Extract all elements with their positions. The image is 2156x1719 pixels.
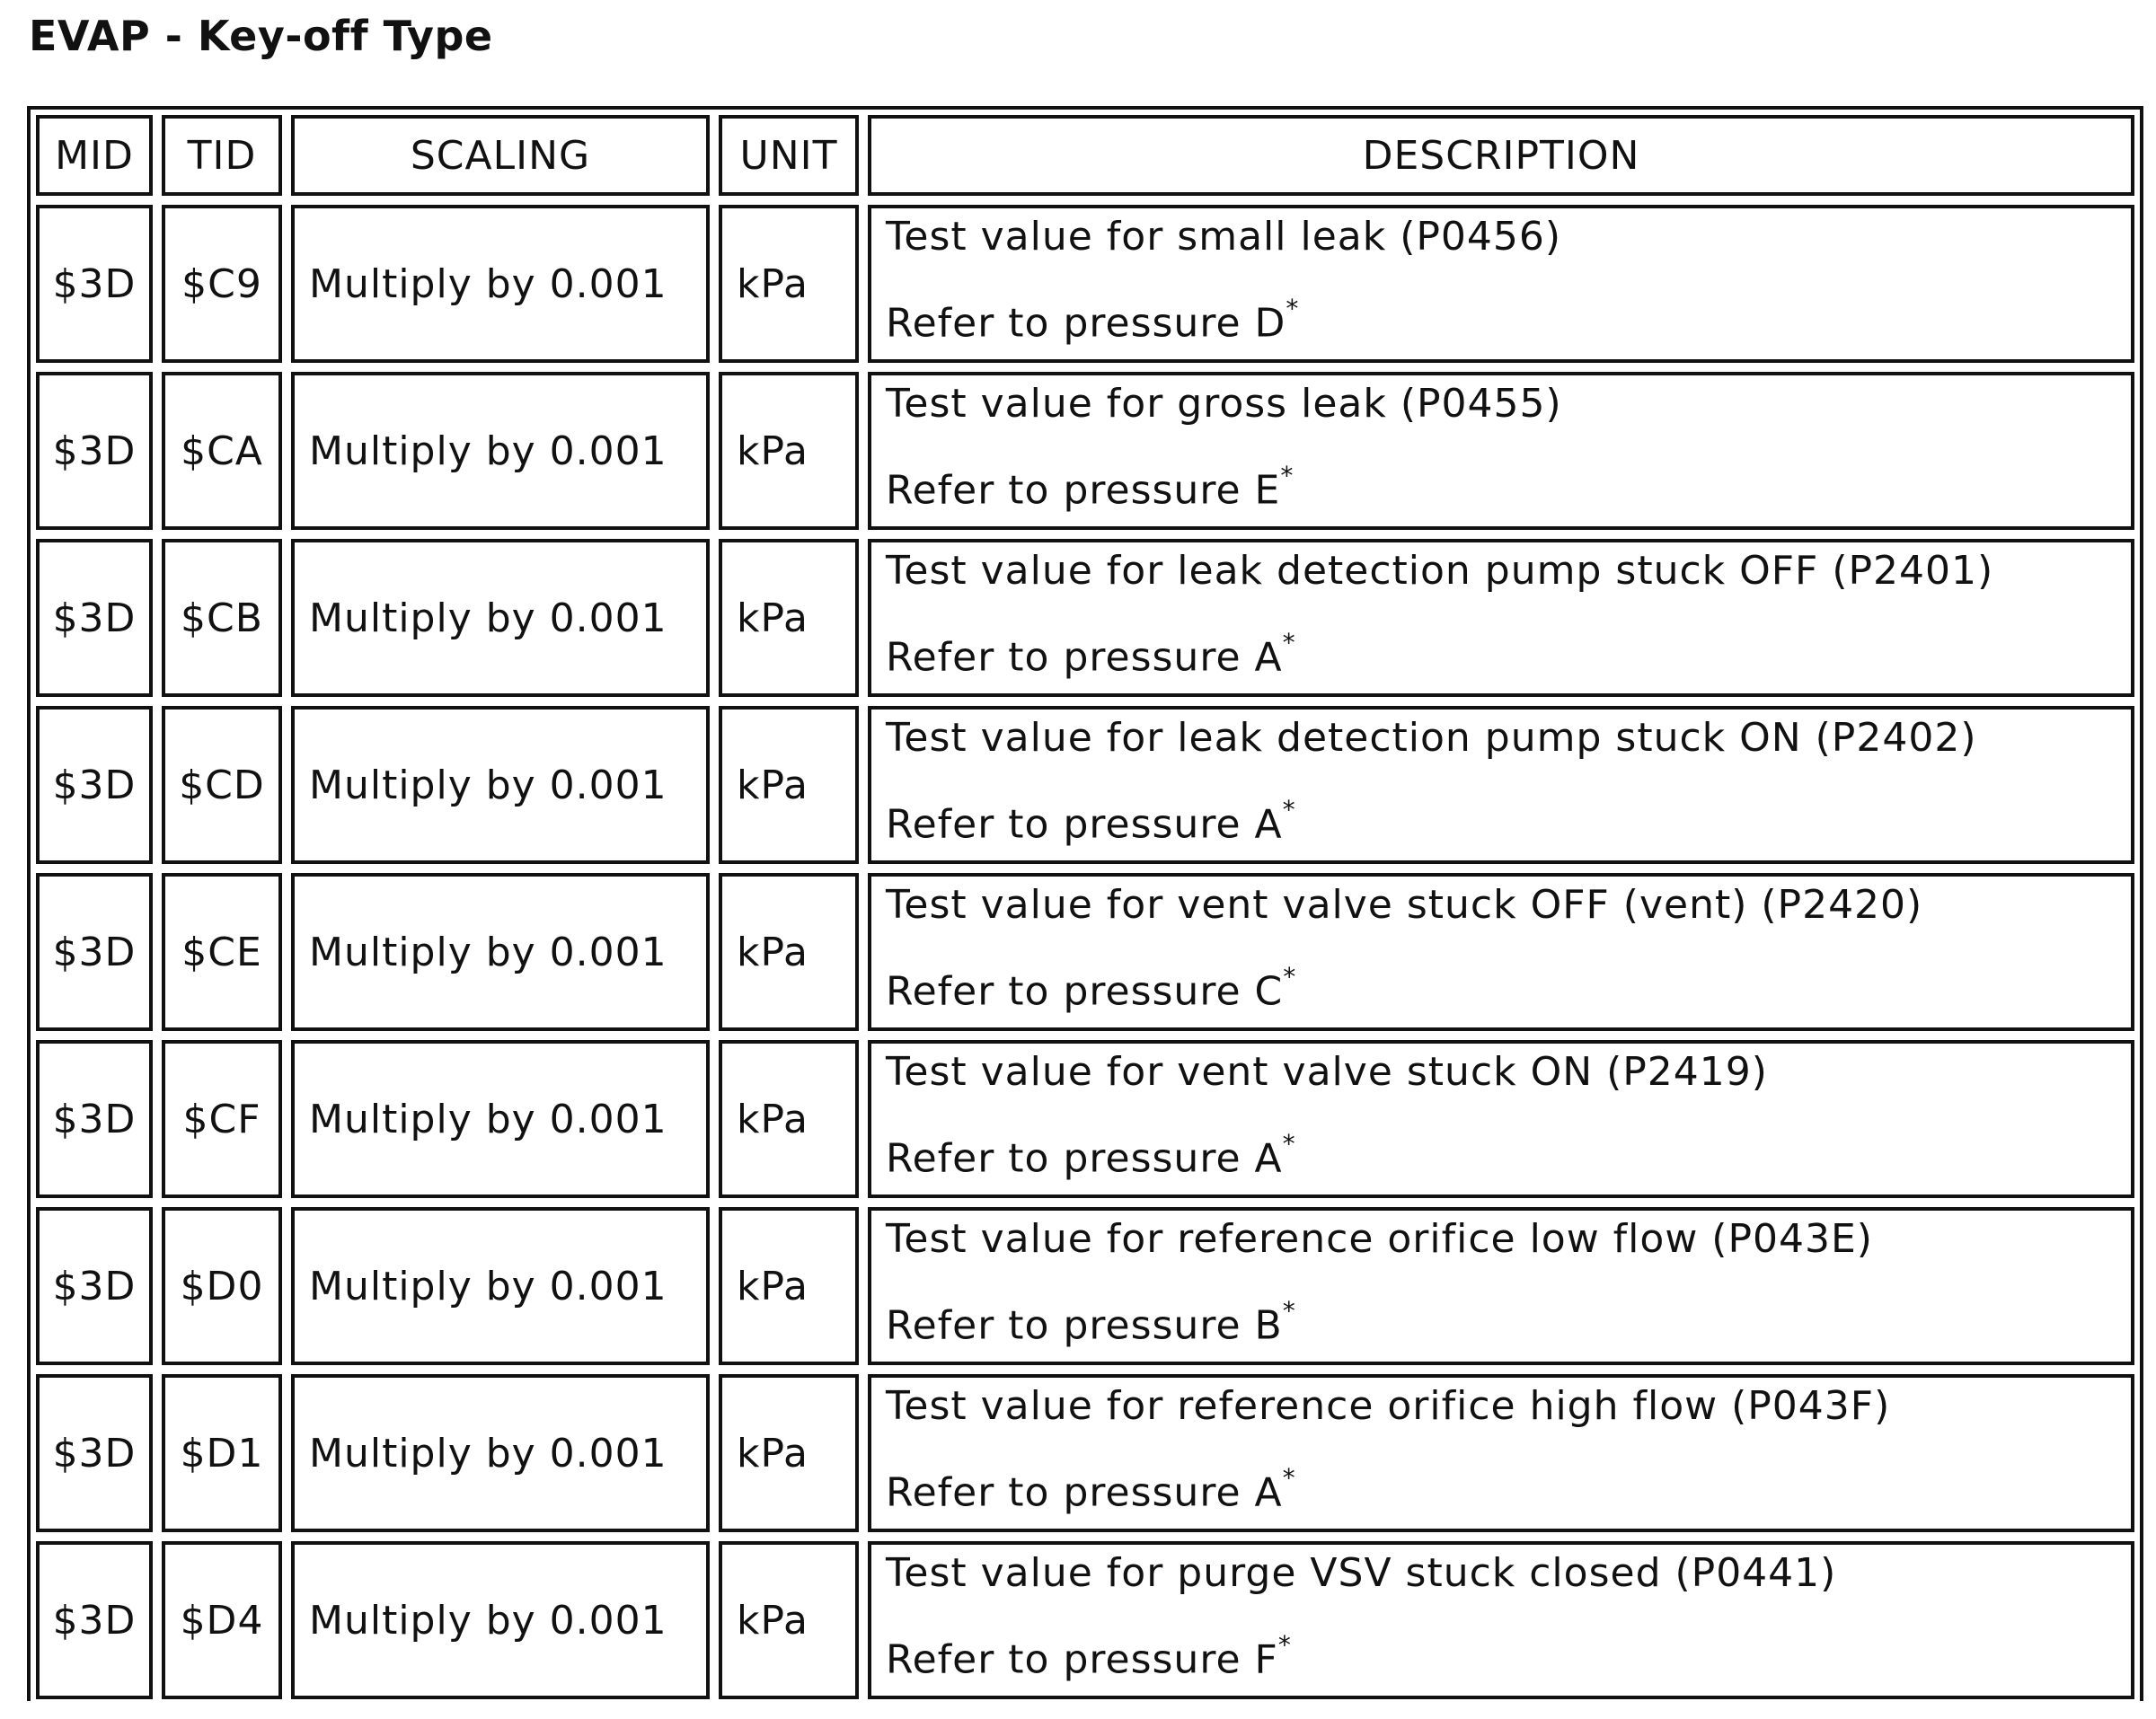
cell-mid: $3D <box>36 1207 153 1365</box>
table-frame <box>27 106 2143 1701</box>
description-text: Test value for small leak (P0456) <box>886 213 1562 260</box>
table-row <box>36 1207 2134 1365</box>
cell-unit: kPa <box>719 873 859 1031</box>
cell-tid: $CF <box>162 1040 282 1198</box>
cell-scaling: Multiply by 0.001 <box>291 372 710 530</box>
reference-text <box>886 454 2131 518</box>
evap-table <box>27 106 2143 1708</box>
cell-mid: $3D <box>36 539 153 697</box>
cell-description <box>868 1207 2134 1365</box>
cell-unit: kPa <box>719 1541 859 1699</box>
header-row <box>36 115 2134 196</box>
cell-unit: kPa <box>719 1374 859 1532</box>
cell-scaling: Multiply by 0.001 <box>291 539 710 697</box>
footnote-mark: * <box>1280 460 1294 490</box>
cell-description <box>868 1374 2134 1532</box>
footnote-mark: * <box>1282 794 1296 824</box>
table-row <box>36 372 2134 530</box>
cell-mid: $3D <box>36 706 153 864</box>
description-text: Test value for leak detection pump stuck ON (P2402) <box>886 714 1977 761</box>
cell-description <box>868 873 2134 1031</box>
footnote-mark: * <box>1282 1128 1296 1159</box>
cell-scaling: Multiply by 0.001 <box>291 1541 710 1699</box>
cell-mid: $3D <box>36 873 153 1031</box>
cell-description <box>868 372 2134 530</box>
cell-tid: $D0 <box>162 1207 282 1365</box>
reference-label: Refer to pressure A <box>886 634 1283 681</box>
cell-description <box>868 539 2134 697</box>
cell-tid: $D4 <box>162 1541 282 1699</box>
cell-mid: $3D <box>36 205 153 363</box>
cell-unit: kPa <box>719 539 859 697</box>
cell-tid: $D1 <box>162 1374 282 1532</box>
cell-unit: kPa <box>719 205 859 363</box>
table-row <box>36 706 2134 864</box>
cell-scaling: Multiply by 0.001 <box>291 706 710 864</box>
description-text: Test value for reference orifice high flow (P043F) <box>886 1382 1891 1429</box>
footnote-mark: * <box>1277 1629 1292 1660</box>
description-text: Test value for vent valve stuck ON (P2419) <box>886 1048 1768 1095</box>
header-tid: TID <box>162 115 282 196</box>
page-title: EVAP - Key-off Type <box>29 12 493 60</box>
cell-tid: $CB <box>162 539 282 697</box>
table-row <box>36 1040 2134 1198</box>
cell-scaling: Multiply by 0.001 <box>291 1040 710 1198</box>
header-description: DESCRIPTION <box>868 115 2134 196</box>
reference-label: Refer to pressure E <box>886 467 1281 514</box>
footnote-mark: * <box>1282 627 1296 657</box>
cell-tid: $CA <box>162 372 282 530</box>
description-text: Test value for purge VSV stuck closed (P0441) <box>886 1549 1837 1596</box>
table-row <box>36 205 2134 363</box>
cell-description <box>868 706 2134 864</box>
table-body <box>36 205 2134 1699</box>
table-row <box>36 539 2134 697</box>
table-row <box>36 1374 2134 1532</box>
table-row <box>36 1541 2134 1699</box>
cell-tid: $C9 <box>162 205 282 363</box>
reference-label: Refer to pressure D <box>886 300 1286 347</box>
footnote-mark: * <box>1283 961 1297 992</box>
cell-description <box>868 1040 2134 1198</box>
header-unit: UNIT <box>719 115 859 196</box>
cell-tid: $CD <box>162 706 282 864</box>
cell-mid: $3D <box>36 372 153 530</box>
cell-unit: kPa <box>719 706 859 864</box>
cell-description <box>868 1541 2134 1699</box>
reference-text <box>886 621 2131 685</box>
reference-label: Refer to pressure F <box>886 1636 1278 1683</box>
reference-text <box>886 287 2131 351</box>
reference-text <box>886 1123 2131 1186</box>
cell-unit: kPa <box>719 1207 859 1365</box>
description-text: Test value for reference orifice low flow (P043E) <box>886 1215 1873 1262</box>
description-text: Test value for vent valve stuck OFF (vent) (P2420) <box>886 881 1923 928</box>
reference-text <box>886 1624 2131 1688</box>
footnote-mark: * <box>1282 1295 1296 1326</box>
cell-mid: $3D <box>36 1541 153 1699</box>
cell-mid: $3D <box>36 1374 153 1532</box>
cell-scaling: Multiply by 0.001 <box>291 205 710 363</box>
reference-text <box>886 1457 2131 1521</box>
description-text: Test value for gross leak (P0455) <box>886 380 1562 427</box>
header-scaling: SCALING <box>291 115 710 196</box>
reference-label: Refer to pressure B <box>886 1302 1283 1349</box>
description-text: Test value for leak detection pump stuck OFF (P2401) <box>886 547 1994 594</box>
header-mid: MID <box>36 115 153 196</box>
cell-scaling: Multiply by 0.001 <box>291 873 710 1031</box>
table-row <box>36 873 2134 1031</box>
cell-scaling: Multiply by 0.001 <box>291 1207 710 1365</box>
footnote-mark: * <box>1286 293 1300 323</box>
cell-unit: kPa <box>719 1040 859 1198</box>
reference-label: Refer to pressure C <box>886 968 1284 1015</box>
cell-unit: kPa <box>719 372 859 530</box>
reference-label: Refer to pressure A <box>886 1469 1283 1516</box>
reference-text <box>886 956 2131 1019</box>
footnote-mark: * <box>1282 1462 1296 1493</box>
reference-text <box>886 1290 2131 1353</box>
cell-description <box>868 205 2134 363</box>
reference-label: Refer to pressure A <box>886 801 1283 848</box>
cell-mid: $3D <box>36 1040 153 1198</box>
reference-text <box>886 789 2131 852</box>
cell-scaling: Multiply by 0.001 <box>291 1374 710 1532</box>
cell-tid: $CE <box>162 873 282 1031</box>
reference-label: Refer to pressure A <box>886 1135 1283 1182</box>
